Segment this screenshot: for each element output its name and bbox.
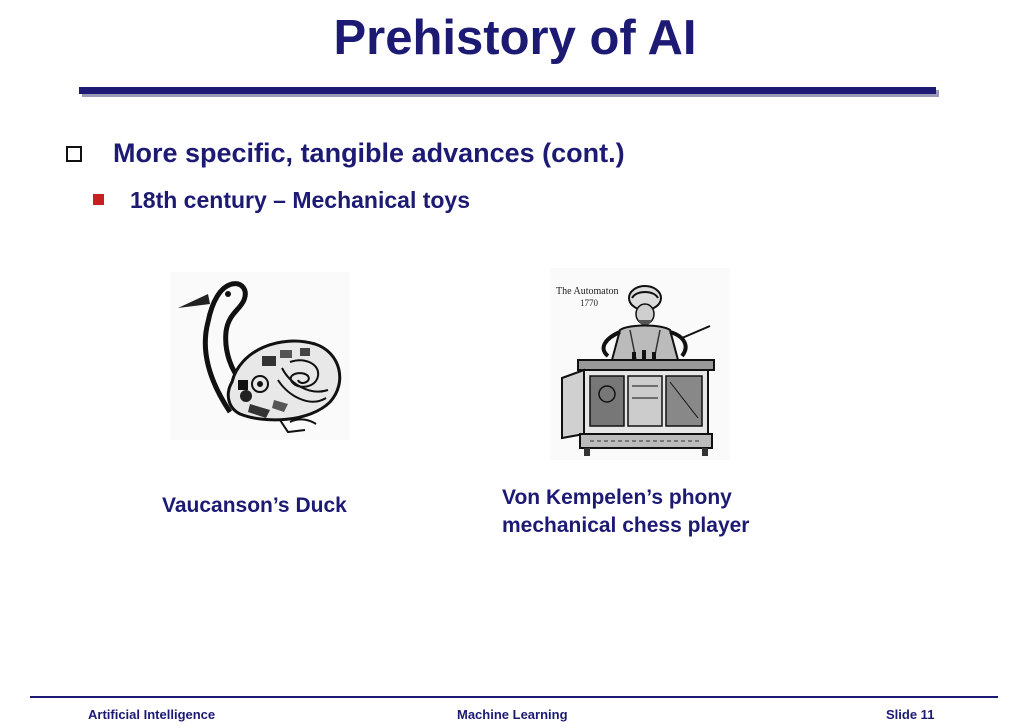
chess-player-caption-line1: Von Kempelen’s phony (502, 486, 732, 509)
chess-player-caption (502, 484, 749, 540)
slide-title: Prehistory of AI (333, 11, 697, 65)
bullet-level2-text: 18th century – Mechanical toys (130, 187, 471, 213)
title-divider (79, 87, 936, 94)
engraving-title-text: The Automaton (556, 286, 619, 297)
duck-caption: Vaucanson’s Duck (162, 494, 347, 517)
slide-number: Slide 11 (886, 707, 935, 722)
automaton-chess-player-engraving (550, 268, 730, 460)
mechanical-duck-illustration (170, 272, 350, 440)
footer-topic: Machine Learning (457, 707, 568, 722)
engraving-year-text: 1770 (580, 298, 598, 308)
filled-square-bullet-icon (93, 194, 104, 205)
bullet-level1-text: More specific, tangible advances (cont.) (113, 138, 625, 168)
hollow-square-bullet-icon (66, 146, 82, 162)
footer-course-name: Artificial Intelligence (88, 707, 216, 722)
chess-player-caption-line2: mechanical chess player (502, 514, 750, 537)
footer-divider (30, 696, 998, 698)
